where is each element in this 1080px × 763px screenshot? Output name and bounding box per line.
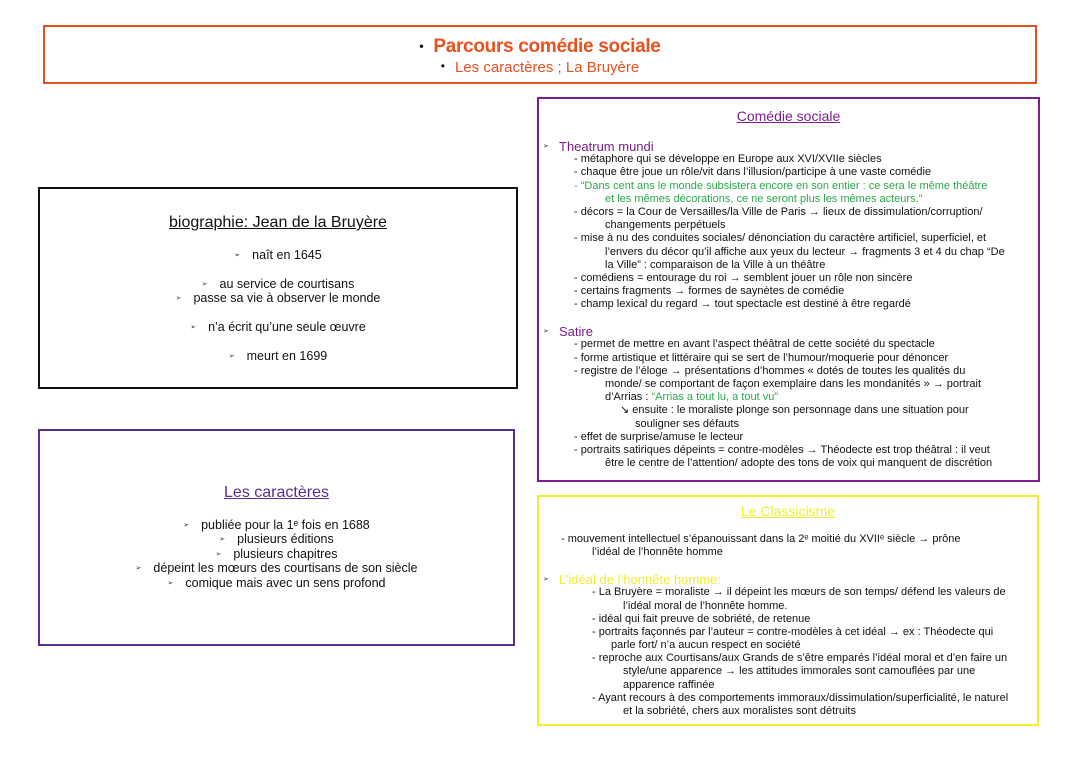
list-line: [539, 153, 1038, 166]
caracteres-box: [38, 429, 515, 646]
list-line: [539, 546, 1037, 559]
list-item-text: meurt en 1699: [246, 348, 328, 363]
spacer: [539, 559, 1037, 573]
list-line: [539, 166, 1038, 179]
line-text: ↘ ensuite : le moraliste plonge son personnage dans une situation pour: [620, 404, 969, 417]
quote-text: “Arrias a tout lu, a tout vu”: [651, 391, 779, 404]
list-line: [539, 180, 1038, 193]
bullet-icon: ➢: [543, 576, 549, 584]
list-line: [539, 259, 1038, 272]
line-text: monde/ se comportant de façon exemplaire dans les mondanités » → portrait: [605, 377, 982, 390]
list-line: [539, 391, 1038, 404]
section-heading: [539, 573, 1037, 586]
list-line: [539, 365, 1038, 378]
line-text: - idéal qui fait preuve de sobriété, de retenue: [592, 612, 811, 625]
list-line: [539, 285, 1038, 298]
list-line: [539, 193, 1038, 206]
line-text: d’Arrias :: [605, 391, 652, 404]
line-text: l’idéal moral de l’honnête homme.: [623, 599, 788, 612]
line-text: - portraits satiriques dépeints = contre-modèles → Théodecte est trop théâtral : il veut: [574, 443, 990, 456]
bullet-icon: •: [419, 39, 424, 53]
section-heading-text: L’idéal de l’honnête homme:: [559, 572, 721, 588]
list-item: [40, 291, 516, 305]
line-text: changements perpétuels: [605, 219, 726, 232]
list-line: [539, 298, 1038, 311]
subtitle-text: Les caractères ; La Bruyère: [454, 59, 640, 76]
list-item: [40, 532, 513, 546]
line-text: - mise à nu des conduites sociales/ dénonciation du caractère artificiel, superficiel, et: [574, 232, 987, 245]
section-heading: [539, 325, 1038, 338]
list-item-text: dépeint les mœurs des courtisans de son siècle: [153, 561, 418, 576]
list-line: [539, 206, 1038, 219]
comedie-sociale-box: [537, 97, 1040, 482]
list-line: [539, 338, 1038, 351]
line-text: - champ lexical du regard → tout spectacle est destiné à être regardé: [574, 298, 911, 311]
bullet-icon: •: [440, 59, 445, 73]
bullet-icon: ➢: [543, 143, 549, 150]
list-line: [539, 586, 1037, 599]
list-line: [539, 626, 1037, 639]
list-item-text: au service de courtisans: [219, 276, 355, 291]
section-heading-text: Theatrum mundi: [559, 139, 654, 154]
list-line: [539, 457, 1038, 470]
header-box: [43, 25, 1037, 84]
list-item-text: publiée pour la 1ᵉ fois en 1688: [201, 518, 370, 532]
line-text: apparence raffinée: [623, 678, 715, 691]
caracteres-list: [40, 518, 513, 590]
bullet-icon: ➢: [183, 522, 190, 529]
list-item: [40, 349, 516, 363]
line-text: et la sobriété, chers aux moralistes sont détruits: [623, 705, 856, 718]
list-line: [539, 219, 1038, 232]
section-heading: [539, 140, 1038, 153]
list-item-text: plusieurs chapitres: [233, 546, 338, 561]
classicisme-lines: [539, 533, 1037, 718]
line-text: et les mêmes décorations, ce ne seront plus les mêmes acteurs.”: [605, 192, 923, 205]
spacer: [40, 262, 516, 276]
list-item: [40, 518, 513, 532]
list-item: [40, 320, 516, 334]
classicisme-box: [537, 495, 1039, 726]
line-text: la Ville” : comparaison de la Ville à un théâtre: [605, 258, 826, 271]
bullet-icon: ➢: [175, 295, 182, 303]
spacer: [539, 311, 1038, 325]
list-line: [539, 705, 1037, 718]
biography-title: biographie: Jean de la Bruyère: [169, 214, 387, 231]
list-item-text: comique mais avec un sens profond: [185, 575, 386, 590]
list-line: [539, 378, 1038, 391]
comedie-title: Comédie sociale: [736, 108, 841, 124]
line-text: - portraits façonnés par l’auteur = contre-modèles à cet idéal → ex : Théodecte qui: [592, 625, 994, 638]
list-item: [40, 248, 516, 262]
list-line: [539, 232, 1038, 245]
line-text: - Ayant recours à des comportements immoraux/dissimulation/superficialité, le naturel: [592, 691, 1009, 704]
list-item-text: plusieurs éditions: [237, 532, 334, 547]
bullet-icon: ➢: [543, 328, 549, 336]
list-line: [539, 352, 1038, 365]
line-text: - comédiens = entourage du roi → semblent jouer un rôle non sincère: [574, 271, 913, 284]
line-text: - registre de l’éloge → présentations d’hommes « dotés de toutes les qualités du: [574, 364, 966, 377]
list-line: [539, 652, 1037, 665]
list-item-text: n’a écrit qu’une seule œuvre: [208, 319, 366, 334]
caracteres-title: Les caractères: [224, 484, 329, 501]
list-line: [539, 679, 1037, 692]
list-line: [539, 272, 1038, 285]
list-line: [539, 431, 1038, 444]
bullet-icon: ➢: [228, 352, 235, 360]
comedie-lines: [539, 140, 1038, 470]
section-heading-text: Satire: [559, 324, 593, 340]
list-item: [40, 277, 516, 291]
line-text: souligner ses défauts: [635, 417, 739, 430]
list-line: [539, 600, 1037, 613]
line-text: - métaphore qui se développe en Europe aux XVI/XVIIe siècles: [574, 153, 882, 166]
line-text: - certains fragments → formes de saynètes de comédie: [574, 285, 845, 298]
list-item: [40, 576, 513, 590]
classicisme-title: Le Classicisme: [740, 503, 836, 519]
list-item: [40, 561, 513, 575]
line-text: - La Bruyère = moraliste → il dépeint les mœurs de son temps/ défend les valeurs de: [592, 586, 1006, 599]
line-text: l’envers du décor qu’il affiche aux yeux du lecteur → fragments 3 et 4 du chap “De: [605, 245, 1005, 258]
line-text: - effet de surprise/amuse le lecteur: [574, 430, 744, 443]
list-item-text: naît en 1645: [252, 248, 322, 262]
page-title: [45, 36, 1035, 58]
list-item: [40, 547, 513, 561]
list-item-text: passe sa vie à observer le monde: [193, 291, 381, 306]
line-text: - chaque être joue un rôle/vit dans l’illusion/participe à une vaste comédie: [574, 166, 932, 179]
bullet-icon: ➢: [190, 323, 197, 331]
line-text: - décors = la Cour de Versailles/la Ville de Paris → lieux de dissimulation/corruption/: [574, 205, 983, 218]
list-line: [539, 246, 1038, 259]
bullet-icon: ➢: [234, 252, 241, 259]
line-text: parle fort/ n’a aucun respect en société: [611, 639, 801, 652]
bullet-icon: ➢: [167, 579, 174, 587]
list-line: [539, 404, 1038, 417]
list-line: [539, 692, 1037, 705]
spacer: [40, 306, 516, 320]
biography-list: [40, 248, 516, 363]
bullet-icon: ➢: [219, 536, 226, 544]
page-subtitle: [45, 59, 1035, 76]
spacer: [40, 334, 516, 348]
list-line: [539, 533, 1037, 546]
line-text: être le centre de l’attention/ adopte des tons de voix qui manquent de discrétion: [605, 457, 993, 470]
title-text: Parcours comédie sociale: [433, 36, 661, 57]
line-text: - forme artistique et littéraire qui se sert de l’humour/moquerie pour dénoncer: [574, 351, 949, 364]
list-line: [539, 665, 1037, 678]
biography-box: [38, 187, 518, 389]
list-line: [539, 444, 1038, 457]
line-text: - mouvement intellectuel s’épanouissant dans la 2ᵉ moitié du XVIIᵉ siècle → prône: [561, 533, 961, 545]
list-line: [539, 613, 1037, 626]
list-line: [539, 418, 1038, 431]
line-text: - reproche aux Courtisans/aux Grands de s’être emparés l’idéal moral et d’en faire un: [592, 652, 1008, 665]
bullet-icon: ➢: [135, 565, 142, 573]
line-text: l’idéal de l’honnête homme: [592, 546, 723, 559]
list-line: [539, 639, 1037, 652]
bullet-icon: ➢: [201, 280, 208, 288]
line-text: - “Dans cent ans le monde subsistera encore en son entier : ce sera le même théâtre: [574, 179, 988, 192]
line-text: style/une apparence → les attitudes immorales sont camouflées par une: [623, 665, 976, 678]
bullet-icon: ➢: [215, 550, 222, 558]
line-text: - permet de mettre en avant l’aspect théâtral de cette société du spectacle: [574, 338, 935, 351]
